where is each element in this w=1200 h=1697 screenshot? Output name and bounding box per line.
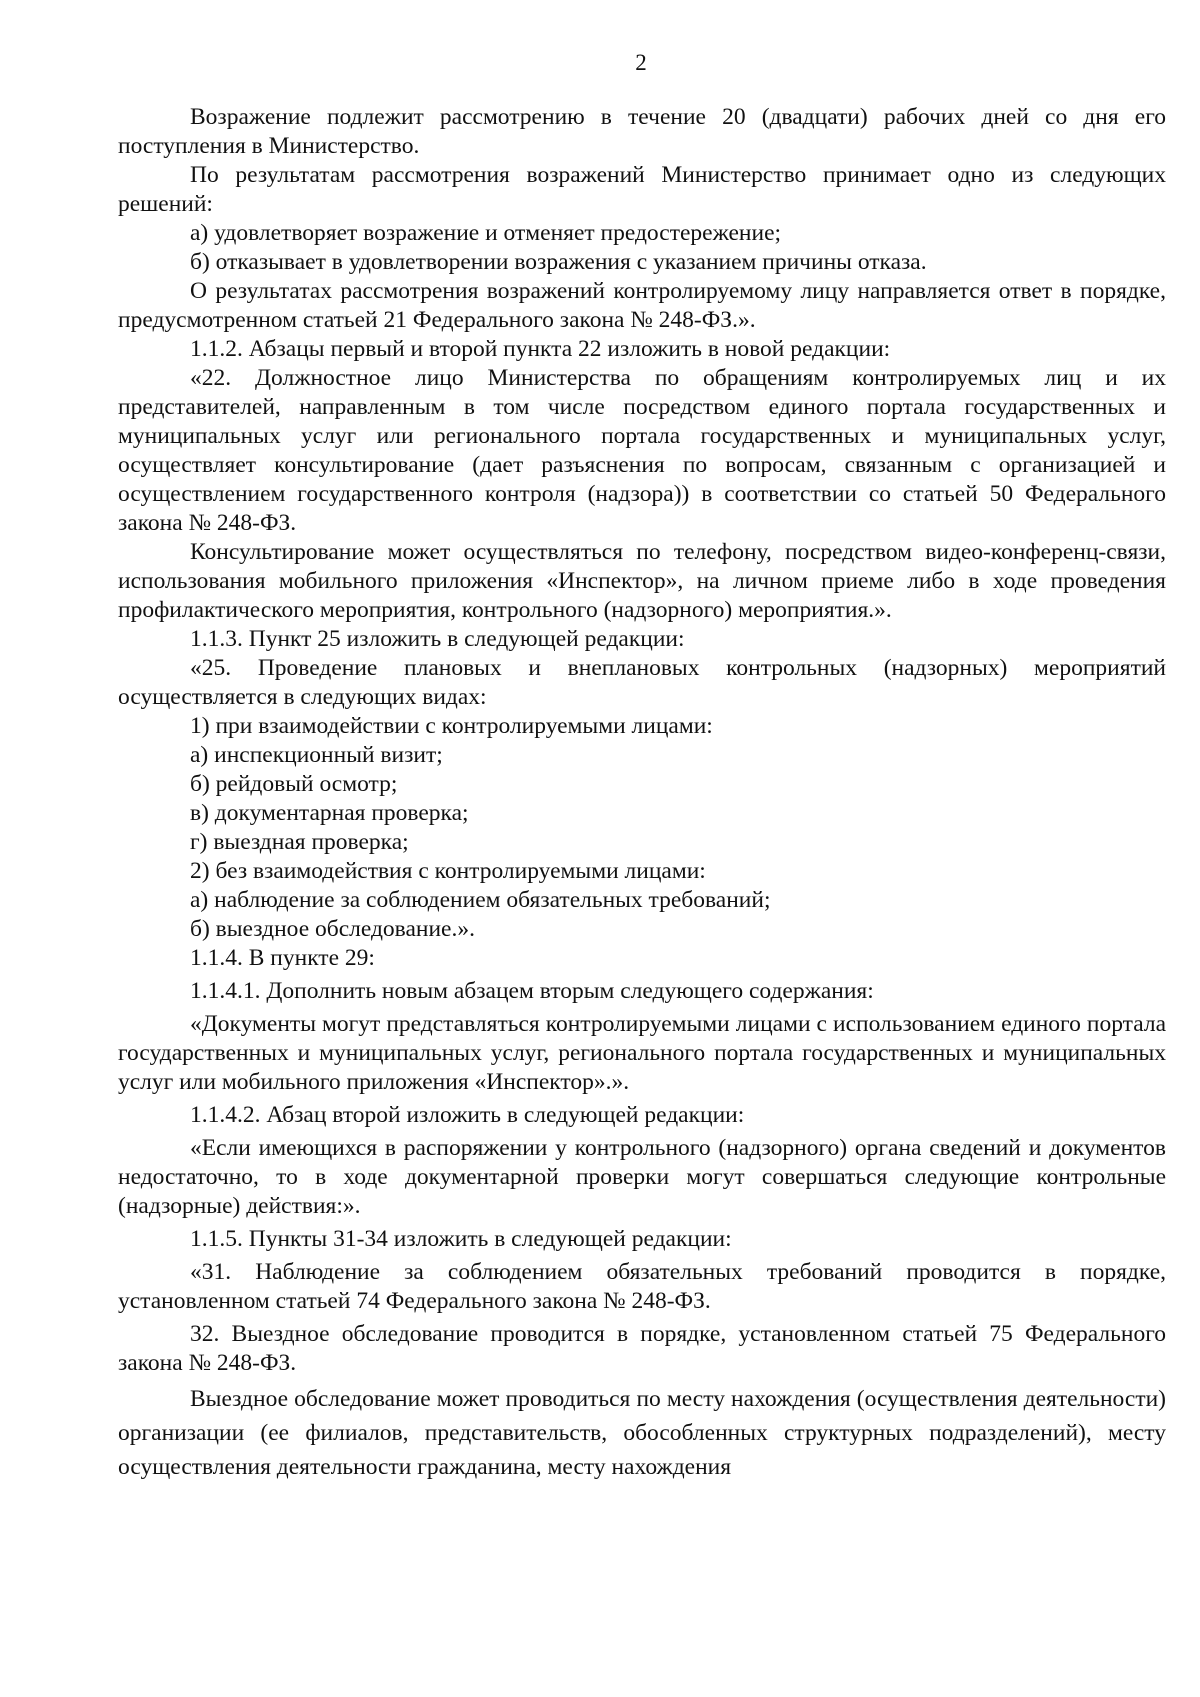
paragraph: «25. Проведение плановых и внеплановых контрольных (надзорных) мероприятий осуществляется в следующих видах: <box>118 655 1166 710</box>
paragraph: «31. Наблюдение за соблюдением обязательных требований проводится в порядке, установленном статьей 74 Федерального закона № 248-ФЗ. <box>118 1259 1166 1314</box>
paragraph: По результатам рассмотрения возражений Министерство принимает одно из следующих решений: <box>118 162 1166 217</box>
paragraph: 1.1.4.2. Абзац второй изложить в следующей редакции: <box>190 1102 745 1128</box>
paragraph: 32. Выездное обследование проводится в порядке, установленном статьей 75 Федерального закона № 248-ФЗ. <box>118 1321 1166 1376</box>
paragraph: Возражение подлежит рассмотрению в течение 20 (двадцати) рабочих дней со дня его поступления в Министерство. <box>118 104 1166 159</box>
list-item: б) отказывает в удовлетворении возражения с указанием причины отказа. <box>190 249 927 275</box>
paragraph: 1.1.3. Пункт 25 изложить в следующей редакции: <box>190 626 685 652</box>
paragraph: «Если имеющихся в распоряжении у контрольного (надзорного) органа сведений и документов недостаточно, то в ходе документарной проверки могут совершаться следующие контрольные (надзорные) действия:». <box>118 1135 1166 1219</box>
paragraph: «Документы могут представляться контролируемыми лицами с использованием единого портала государственных и муниципальных услуг, регионального портала государственных и муниципальных услуг или мобильного приложения «Инспектор».». <box>118 1011 1166 1095</box>
paragraph: Выездное обследование может проводиться по месту нахождения (осуществления деятельности) организации (ее филиалов, представительств, обособленных структурных подразделений), месту осуществления деятельности гражданина, месту нахождения <box>118 1386 1166 1480</box>
list-item: а) удовлетворяет возражение и отменяет предостережение; <box>190 220 782 246</box>
list-item: б) рейдовый осмотр; <box>190 771 398 797</box>
paragraph: Консультирование может осуществляться по телефону, посредством видео-конференц-связи, использования мобильного приложения «Инспектор», на личном приеме либо в ходе проведения профилактического мероприятия, контрольного (надзорного) мероприятия.». <box>118 539 1166 623</box>
page-number: 2 <box>635 50 647 75</box>
paragraph: 1.1.4.1. Дополнить новым абзацем вторым следующего содержания: <box>190 978 874 1004</box>
paragraph: О результатах рассмотрения возражений контролируемому лицу направляется ответ в порядке, предусмотренном статьей 21 Федерального закона № 248-ФЗ.». <box>118 278 1166 333</box>
list-item: 2) без взаимодействия с контролируемыми лицами: <box>190 858 706 884</box>
list-item: а) инспекционный визит; <box>190 742 443 768</box>
list-item: в) документарная проверка; <box>190 800 469 826</box>
list-item: г) выездная проверка; <box>190 829 409 855</box>
paragraph: «22. Должностное лицо Министерства по обращениям контролируемых лиц и их представителей, направленным в том числе посредством единого портала государственных и муниципальных услуг или регионального портала государственных и муниципальных услуг, осуществляет консультирование (дает разъяснения по вопросам, связанным с организацией и осуществлением государственного контроля (надзора)) в соответствии со статьей 50 Федерального закона № 248-ФЗ. <box>118 365 1166 536</box>
list-item: 1) при взаимодействии с контролируемыми лицами: <box>190 713 713 739</box>
paragraph: 1.1.4. В пункте 29: <box>190 945 375 971</box>
paragraph: 1.1.2. Абзацы первый и второй пункта 22 изложить в новой редакции: <box>190 336 891 362</box>
list-item: б) выездное обследование.». <box>190 916 475 942</box>
document-body <box>118 103 1166 1484</box>
paragraph: 1.1.5. Пункты 31-34 изложить в следующей редакции: <box>190 1226 732 1252</box>
list-item: а) наблюдение за соблюдением обязательных требований; <box>190 887 771 913</box>
